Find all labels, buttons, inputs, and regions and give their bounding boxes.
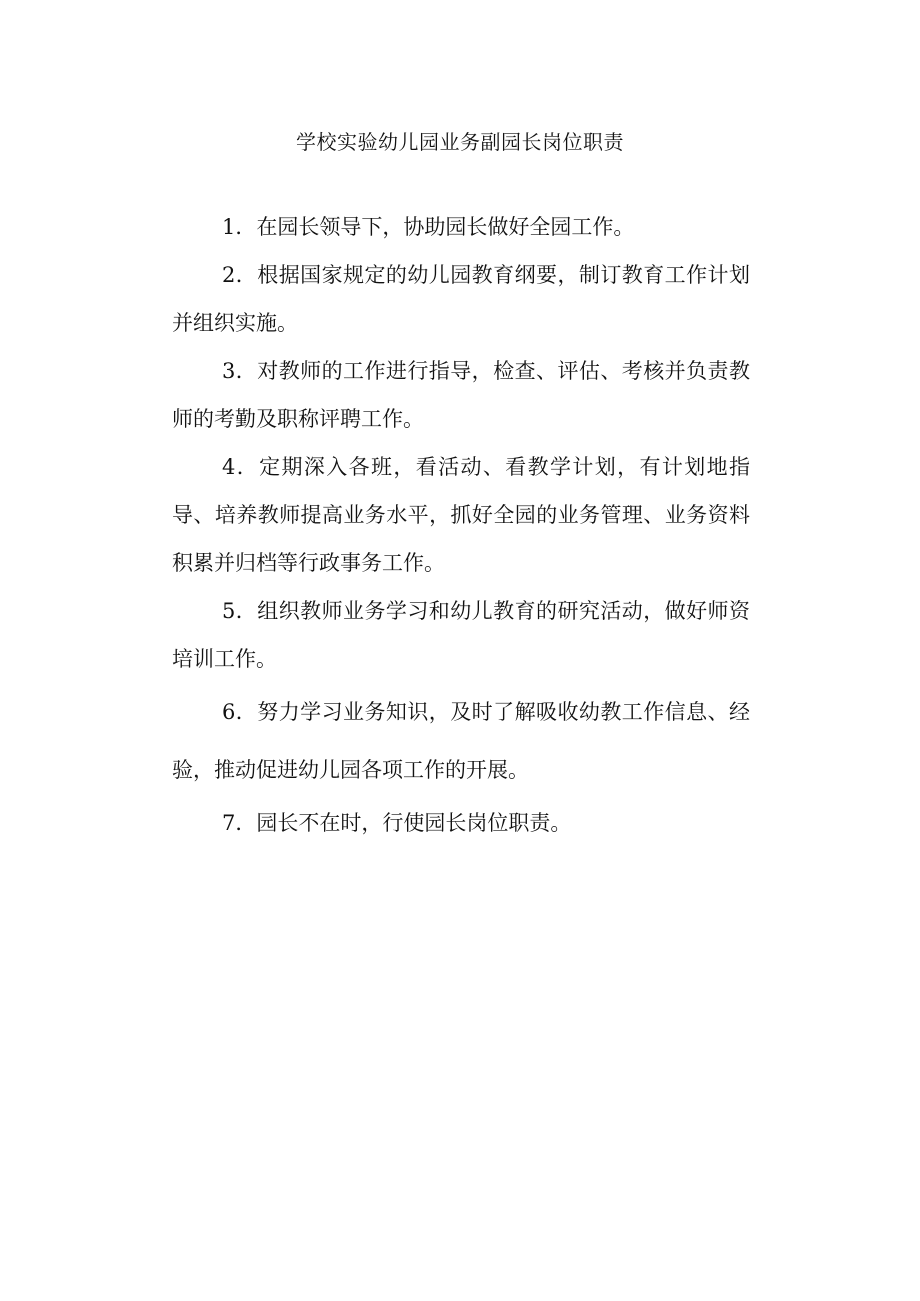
duty-list	[172, 203, 750, 847]
duty-item-2: 2．根据国家规定的幼儿园教育纲要，制订教育工作计划并组织实施。	[172, 263, 750, 335]
page-title: 学校实验幼儿园业务副园长岗位职责	[296, 130, 624, 154]
duty-item-6: 6．努力学习业务知识，及时了解吸收幼教工作信息、经验，推动促进幼儿园各项工作的开展。	[172, 700, 750, 782]
duty-item-3: 3．对教师的工作进行指导，检查、评估、考核并负责教师的考勤及职称评聘工作。	[172, 359, 750, 431]
duty-item-4: 4．定期深入各班，看活动、看教学计划，有计划地指导、培养教师提高业务水平，抓好全园的业务管理、业务资料积累并归档等行政事务工作。	[172, 455, 750, 575]
duty-item-1: 1．在园长领导下，协助园长做好全园工作。	[222, 215, 635, 239]
duty-item-5: 5．组织教师业务学习和幼儿教育的研究活动，做好师资培训工作。	[172, 599, 750, 671]
duty-item-7: 7．园长不在时，行使园长岗位职责。	[222, 811, 572, 835]
